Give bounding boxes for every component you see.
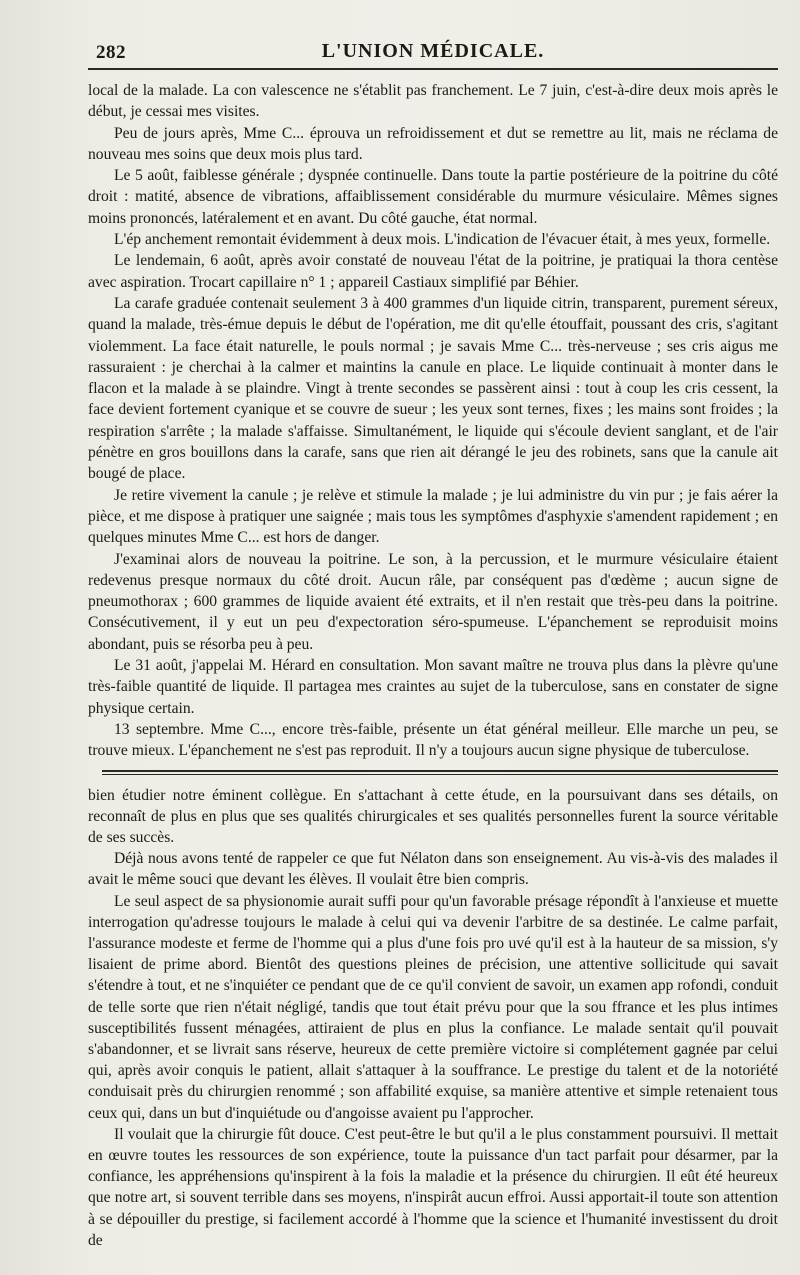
case-paragraph: Peu de jours après, Mme C... éprouva un refroidissement et dut se remettre au lit, mais ne réclama de nouveau mes soins que deux mois plus tard. xyxy=(88,124,778,163)
case-paragraph: J'examinai alors de nouveau la poitrine. Le son, à la percussion, et le murmure vésiculaire étaient redevenus presque normaux du côté droit. Aucun râle, par conséquent pas d'œdème ; aucun signe de pneumothorax ; 600 grammes de liquide avaient été extraits, et il n'en restait que très-peu dans la poitrine. Consécutivement, il y eut un peu d'expectoration séro-spumeuse. L'épanchement se reproduisit moins abondant, puis se résorba peu à peu. xyxy=(88,550,778,653)
page-number: 282 xyxy=(96,42,126,63)
case-paragraph: local de la malade. La con valescence ne s'établit pas franchement. Le 7 juin, c'est-à-dire deux mois après le début, je cessai mes visites. xyxy=(88,82,778,121)
feuilleton-paragraph: Le seul aspect de sa physionomie aurait suffi pour qu'un favorable présage répondît à l'anxieuse et muette interrogation qu'adresse toujours le malade à celui qui va devenir l'arbitre de sa destinée. Le calme parfait, l'assurance modeste et ferme de l'homme qui a plus d'une fois pro uvé qu'il est à la hauteur de sa mission, s'y lisaient de prime abord. Bientôt des questions pleines de précision, une attentive sollicitude qui savait s'étendre à tout, et ne s'inquiéter ce pendant que de ce qu'il convient de savoir, un examen app rofondi, conduit de telle sorte que rien n'était négligé, tandis que tout était prévu pour que la sou ffrance et les plus intimes susceptibilités fussent ménagées, attiraient de plus en plus la confiance. Le malade sentait qu'il pouvait s'abandonner, et se livrait sans réserve, heureux de cette première victoire si complétement gagnée par celui qui, après avoir conquis le patient, allait s'attaquer à la souffrance. Le prestige du talent et de la notoriété conduisait près du chirurgien renommé ; son affabilité exquise, sa manière attentive et simple retenaient tous ceux qui, dans un but d'inquiétude ou d'angoisse avaient pu l'approcher. xyxy=(88,892,778,1122)
feuilleton-section xyxy=(88,785,778,1251)
case-paragraph: Le 5 août, faiblesse générale ; dyspnée continuelle. Dans toute la partie postérieure de la poitrine du côté droit : matité, absence de vibrations, affaiblissement considérable du murmure vésiculaire. Mêmes signes moins prononcés, latéralement et en avant. Du côté gauche, état normal. xyxy=(88,167,778,227)
case-paragraph: La carafe graduée contenait seulement 3 à 400 grammes d'un liquide citrin, transparent, purement séreux, quand la malade, très-émue depuis le début de l'opération, me dit qu'elle étouffait, poussant des cris, s'agitant violemment. La face était naturelle, le pouls normal ; je savais Mme C... très-nerveuse ; ses cris aigus me rassuraient : je cherchai à la calmer et maintins la canule en place. Le liquide continuait à monter dans le flacon et la malade à se plaindre. Vingt à trente secondes se passèrent ainsi : tout à coup les cris cessent, la face devient fortement cyanique et se couvre de sueur ; les yeux sont ternes, fixes ; les mains sont froides ; la respiration s'arrête ; la malade s'affaisse. Simultanément, le liquide qui s'écoule devient sanglant, et de l'air pénètre en gros bouillons dans la carafe, sans que rien ait dérangé le jeu des robinets, sans que la canule ait bougé de place. xyxy=(88,294,778,483)
case-paragraph: Le 31 août, j'appelai M. Hérard en consultation. Mon savant maître ne trouva plus dans la plèvre qu'une très-faible quantité de liquide. Il partagea mes craintes au sujet de la tuberculose, sans en constater de signe physique certain. xyxy=(88,657,778,717)
running-title: L'UNION MÉDICALE. xyxy=(321,40,545,62)
feuilleton-divider xyxy=(102,770,778,775)
case-paragraph: L'ép anchement remontait évidemment à deux mois. L'indication de l'évacuer était, à mes yeux, formelle. xyxy=(114,231,771,249)
case-report-section xyxy=(88,80,778,762)
feuilleton-paragraph: bien étudier notre éminent collègue. En s'attachant à cette étude, en la poursuivant dans ses détails, on reconnaît de plus en plus que ses qualités chirurgicales et ses qualités personnelles furent la source véritable de ses succès. xyxy=(88,786,778,846)
case-paragraph: Je retire vivement la canule ; je relève et stimule la malade ; je lui administre du vin pur ; je fais aérer la pièce, et me dispose à pratiquer une saignée ; mais tous les symptômes d'asphyxie s'amendent rapidement ; en quelques minutes Mme C... est hors de danger. xyxy=(88,486,778,547)
page-header xyxy=(88,36,778,70)
case-paragraph: 13 septembre. Mme C..., encore très-faible, présente un état général meilleur. Elle marche un peu, se trouve mieux. L'épanchement ne s'est pas reproduit. Il n'y a toujours aucun signe physique de tuberculose. xyxy=(88,720,778,760)
feuilleton-paragraph: Déjà nous avons tenté de rappeler ce que fut Nélaton dans son enseignement. Au vis-à-vis des malades il avait le même souci que devant les élèves. Il voulait être bien compris. xyxy=(88,850,778,889)
case-paragraph: Le lendemain, 6 août, après avoir constaté de nouveau l'état de la poitrine, je pratiquai la thora centèse avec aspiration. Trocart capillaire n° 1 ; appareil Castiaux simplifié par Béhier. xyxy=(88,252,778,291)
feuilleton-paragraph: Il voulait que la chirurgie fût douce. C'est peut-être le but qu'il a le plus constamment poursuivi. Il mettait en œuvre toutes les ressources de son expérience, toute la puissance d'un tact parfait pour désarmer, par la confiance, les appréhensions qu'inspirent à la fois la maladie et la présence du chirurgien. Il eût été heureux que notre art, si souvent terrible dans ses moyens, n'inspirât aucun effroi. Aussi apportait-il toute son attention à se dépouiller du prestige, si facilement accordé à l'homme que la science et l'humanité investissent du droit de xyxy=(88,1125,778,1249)
